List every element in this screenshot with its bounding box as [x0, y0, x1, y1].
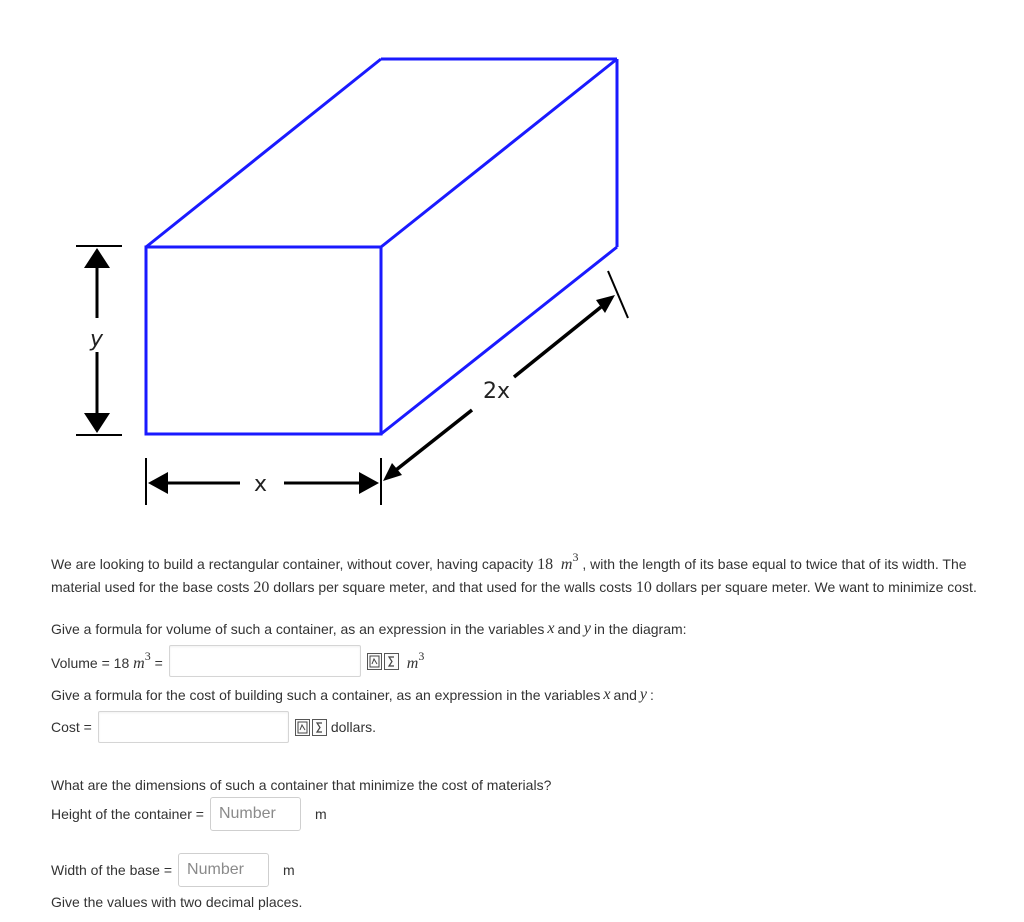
problem-line-2: material used for the base costs 20 dollars per square meter, and that used for the walls costs 10 dollars per square meter. We want to minimize cost.: [51, 579, 977, 596]
cost-unit: dollars.: [330, 719, 376, 735]
height-input[interactable]: [210, 797, 301, 831]
height-unit: m: [314, 806, 327, 822]
volume-prompt: Give a formula for volume of such a container, as an expression in the variables x and y in the diagram:: [51, 620, 687, 637]
dimensions-question: What are the dimensions of such a container that minimize the cost of materials?: [51, 777, 552, 793]
volume-row: [51, 645, 424, 677]
2x-dimension: [383, 271, 628, 481]
2x-label: 2x: [483, 379, 511, 404]
sigma-icon[interactable]: [312, 719, 327, 736]
y-label: y: [90, 327, 104, 352]
decimal-note: Give the values with two decimal places.: [51, 894, 303, 910]
height-label: Height of the container =: [51, 806, 204, 822]
height-row: [51, 797, 327, 831]
problem-line-1: We are looking to build a rectangular container, without cover, having capacity 18 m3 , with the length of its base equal to twice that of its width. The: [51, 550, 967, 573]
box-bottom-right-edge: [381, 247, 617, 434]
container-box: [146, 59, 617, 434]
box-top-left-edge: [146, 59, 381, 247]
x-label: x: [254, 472, 268, 497]
width-unit: m: [283, 862, 295, 878]
cost-formula-input[interactable]: [98, 711, 289, 743]
problem-statement: [51, 546, 1021, 599]
box-front-face: [146, 247, 381, 434]
box-top-right-edge: [381, 59, 617, 247]
cost-row: [51, 711, 376, 743]
volume-label: Volume = 18 m3 =: [51, 649, 163, 672]
volume-unit: m3: [406, 649, 425, 672]
width-label: Width of the base =: [51, 862, 173, 878]
cost-label: Cost =: [51, 719, 92, 735]
volume-formula-input[interactable]: [169, 645, 361, 677]
width-row: [51, 853, 295, 887]
width-input[interactable]: [178, 853, 269, 887]
equation-editor-icon[interactable]: [295, 719, 310, 736]
cost-prompt: Give a formula for the cost of building such a container, as an expression in the variables x and y :: [51, 686, 654, 703]
sigma-icon[interactable]: [384, 653, 399, 670]
equation-editor-icon[interactable]: [367, 653, 382, 670]
